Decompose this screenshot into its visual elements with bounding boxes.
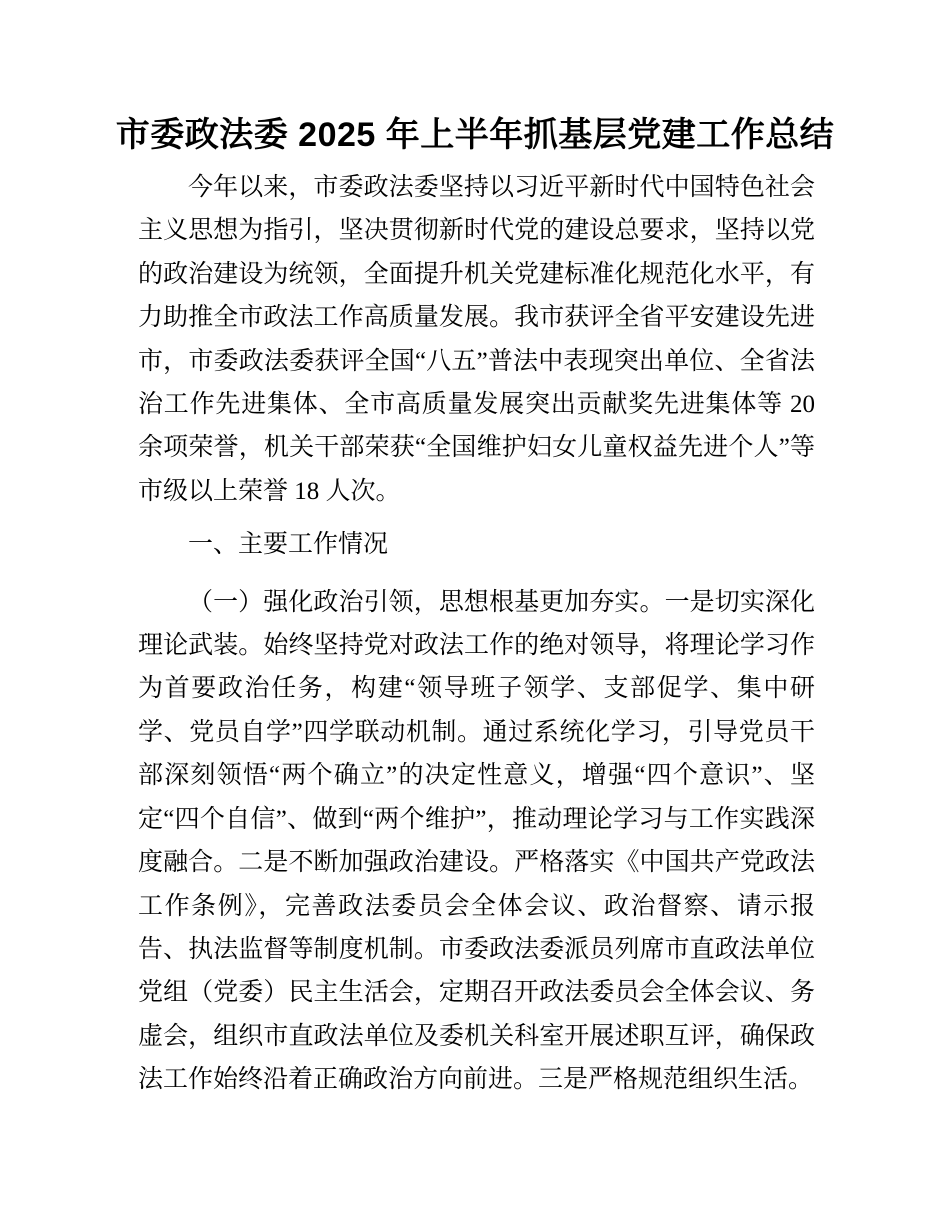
section-paragraph: （一）强化政治引领，思想根基更加夯实。一是切实深化理论武装。始终坚持党对政法工作的绝对领导，将理论学习作为首要政治任务，构建“领导班子领学、支部促学、集中研学、党员自学”四学联动机制。通过系统化学习，引导党员干部深刻领悟“两个确立”的决定性意义，增强“四个意识”、坚定“四个自信”、做到“两个维护”，推动理论学习与工作实践深度融合。二是不断加强政治建设。严格落实《中国共产党政法工作条例》，完善政法委员会全体会议、政治督察、请示报告、执法监督等制度机制。市委政法委派员列席市直政法单位党组（党委）民主生活会，定期召开政法委员会全体会议、务虚会，组织市直政法单位及委机关科室开展述职互评，确保政法工作始终沿着正确政治方向前进。三是严格规范组织生活。 (138, 588, 815, 1094)
section-heading: 一、主要工作情况 (188, 531, 389, 559)
document-title: 市委政法委 2025 年上半年抓基层党建工作总结 (115, 116, 835, 154)
document-body (138, 166, 815, 1102)
intro-paragraph: 今年以来，市委政法委坚持以习近平新时代中国特色社会主义思想为指引，坚决贯彻新时代党的建设总要求，坚持以党的政治建设为统领，全面提升机关党建标准化规范化水平，有力助推全市政法工作高质量发展。我市获评全省平安建设先进市，市委政法委获评全国“八五”普法中表现突出单位、全省法治工作先进集体、全市高质量发展突出贡献奖先进集体等 20 余项荣誉，机关干部荣获“全国维护妇女儿童权益先进个人”等市级以上荣誉 18 人次。 (138, 174, 815, 505)
